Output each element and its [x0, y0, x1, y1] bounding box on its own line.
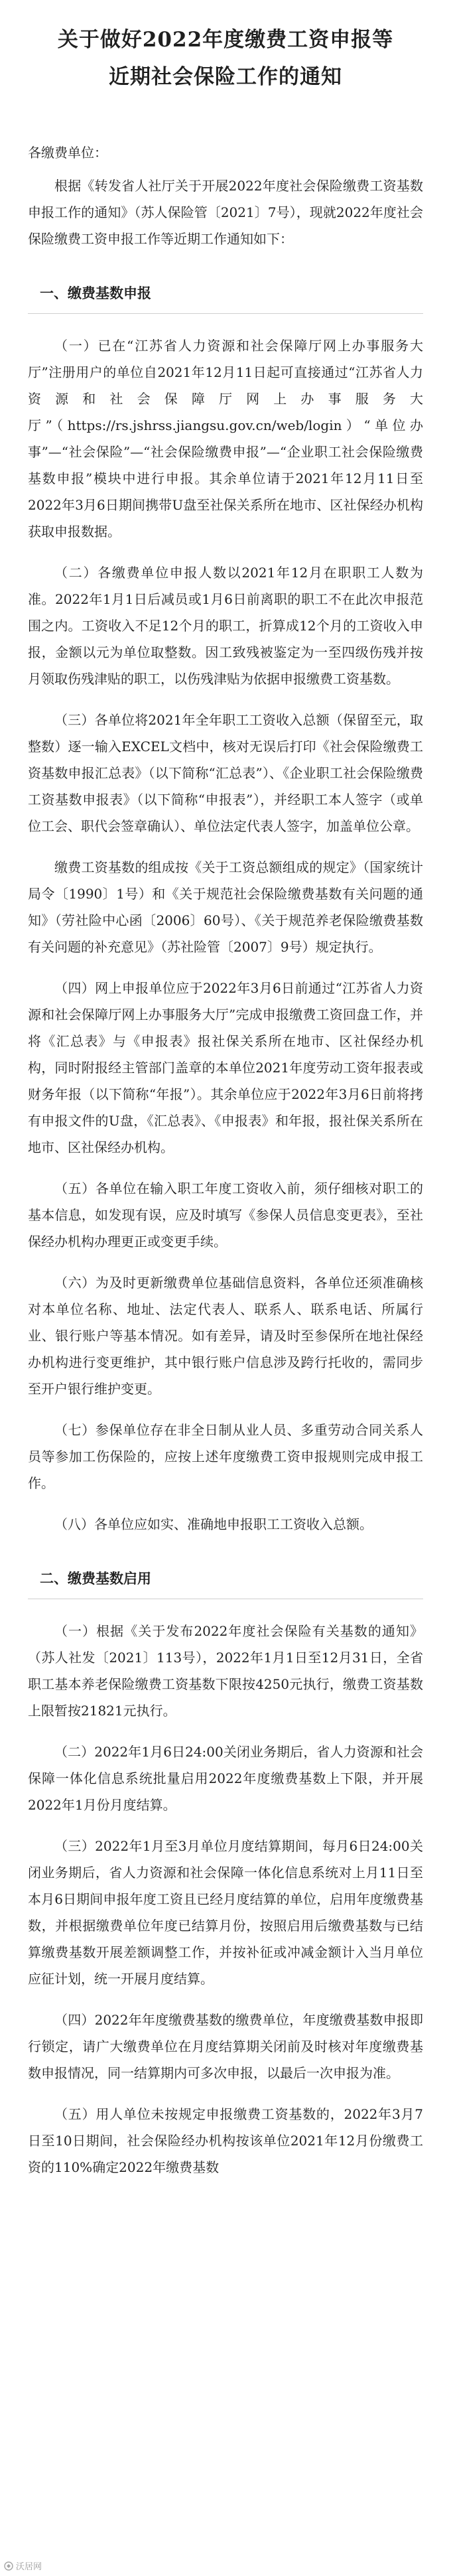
paragraph: （四）网上申报单位应于2022年3月6日前通过“江苏省人力资源和社会保障厅网上办事服务大厅”完成申报缴费工资回盘工作，并将《汇总表》与《申报表》报社保关系所在地市、区社保经办机构，同时附报经主管部门盖章的本单位2021年度劳动工资年报表或财务年报（以下简称“年报”）。其余单位应于2022年3月6日前将拷有申报文件的U盘，《汇总表》、《申报表》和年报，报社保关系所在地市、区社保经办机构。 — [28, 980, 423, 1155]
addressee: 各缴费单位： — [28, 145, 107, 161]
intro-paragraph: 根据《转发省人社厅关于开展2022年度社会保险缴费工资基数申报工作的通知》（苏人保险管〔2021〕7号），现就2022年度社会保险缴费工资申报工作等近期工作通知如下： — [28, 178, 423, 247]
paragraph: （五）用人单位未按规定申报缴费工资基数的，2022年3月7日至10日期间，社会保险经办机构按该单位2021年12月份缴费工资的110%确定2022年缴费基数 — [28, 2106, 423, 2175]
section-divider — [28, 313, 423, 314]
paragraph: （七）参保单位存在非全日制从业人员、多重劳动合同关系人员等参加工伤保险的，应按上述年度缴费工资申报规则完成申报工作。 — [28, 1422, 423, 1491]
section-2-heading: 二、缴费基数启用 — [40, 1571, 151, 1587]
section-heading-block — [28, 280, 423, 314]
paragraph: 缴费工资基数的组成按《关于工资总额组成的规定》（国家统计局令〔1990〕1号）和《关于规范社会保险缴费基数有关问题的通知》（劳社险中心函〔2006〕60号）、《关于规范养老保险缴费基数有关问题的补充意见》（苏社险管〔2007〕9号）规定执行。 — [28, 859, 423, 955]
paragraph: （一）已在“江苏省人力资源和社会保障厅网上办事服务大厅”注册用户的单位自2021年12月11日起可直接通过“江苏省人力资源和社会保障厅网上办事服务大厅”（https://rs.jshrss.jiangsu.gov.cn/web/login）“单位办事”—“社会保险”—“社会保险缴费申报”—“企业职工社会保险缴费基数申报”模块中进行申报。其余单位请于2021年12月11日至2022年3月6日期间携带U盘至社保关系所在地市、区社保经办机构获取申报数据。 — [28, 338, 423, 539]
paragraph: （二）各缴费单位申报人数以2021年12月在职职工人数为准。2022年1月1日后减员或1月6日前离职的职工不在此次申报范围之内。工资收入不足12个月的职工，折算成12个月的工资收入申报，金额以元为单位取整数。因工致残被鉴定为一至四级伤残并按月领取伤残津贴的职工，以伤残津贴为依据申报缴费工资基数。 — [28, 565, 423, 687]
paragraph: （一）根据《关于发布2022年度社会保险有关基数的通知》（苏人社发〔2021〕113号），2022年1月1日至12月31日，全省职工基本养老保险缴费工资基数下限按4250元执行，缴费工资基数上限暂按21821元执行。 — [28, 1623, 423, 1719]
watermark-text: 沃居网 — [16, 2562, 42, 2572]
title-line-1: 关于做好2022年度缴费工资申报等 — [57, 28, 394, 52]
paragraph: （六）为及时更新缴费单位基础信息资料，各单位还须准确核对本单位名称、地址、法定代表人、联系人、联系电话、所属行业、银行账户等基本情况。如有差异，请及时至参保所在地社保经办机构进行变更维护，其中银行账户信息涉及跨行托收的，需同步至开户银行维护变更。 — [28, 1275, 423, 1397]
paragraph: （三）各单位将2021年全年职工工资收入总额（保留至元，取整数）逐一输入EXCEL文档中，核对无误后打印《社会保险缴费工资基数申报汇总表》（以下简称“汇总表”）、《企业职工社会保险缴费工资基数申报表》（以下简称“申报表”），并经职工本人签字（或单位工会、职代会签章确认）、单位法定代表人签字，加盖单位公章。 — [28, 712, 423, 834]
paragraph: （三）2022年1月至3月单位月度结算期间，每月6日24:00关闭业务期后，省人力资源和社会保障一体化信息系统对上月11日至本月6日期间申报年度工资且已经月度结算的单位，启用年度缴费基数，并根据缴费单位年度已结算月份，按照启用后缴费基数与已结算缴费基数开展差额调整工作，并按补征或冲减金额计入当月单位应征计划，统一开展月度结算。 — [28, 1838, 423, 1987]
section-1-heading: 一、缴费基数申报 — [40, 285, 151, 301]
title-line-2: 近期社会保险工作的通知 — [109, 65, 342, 89]
paragraph: （四）2022年年度缴费基数的缴费单位，年度缴费基数申报即行锁定，请广大缴费单位在月度结算期关闭前及时核对年度缴费基数申报情况，同一结算期内可多次申报，以最后一次申报为准。 — [28, 2012, 423, 2081]
logo-icon — [4, 2561, 13, 2571]
paragraph: （八）各单位应如实、准确地申报职工工资收入总额。 — [54, 1516, 373, 1532]
paragraph: （二）2022年1月6日24:00关闭业务期后，省人力资源和社会保障一体化信息系统批量启用2022年度缴费基数上下限，并开展2022年1月份月度结算。 — [28, 1744, 423, 1813]
document-title — [28, 21, 423, 96]
watermark — [4, 2559, 42, 2572]
section-heading-block — [28, 1565, 423, 1599]
paragraph: （五）各单位在输入职工年度工资收入前，须仔细核对职工的基本信息，如发现有误，应及时填写《参保人员信息变更表》，至社保经办机构办理更正或变更手续。 — [28, 1181, 423, 1250]
